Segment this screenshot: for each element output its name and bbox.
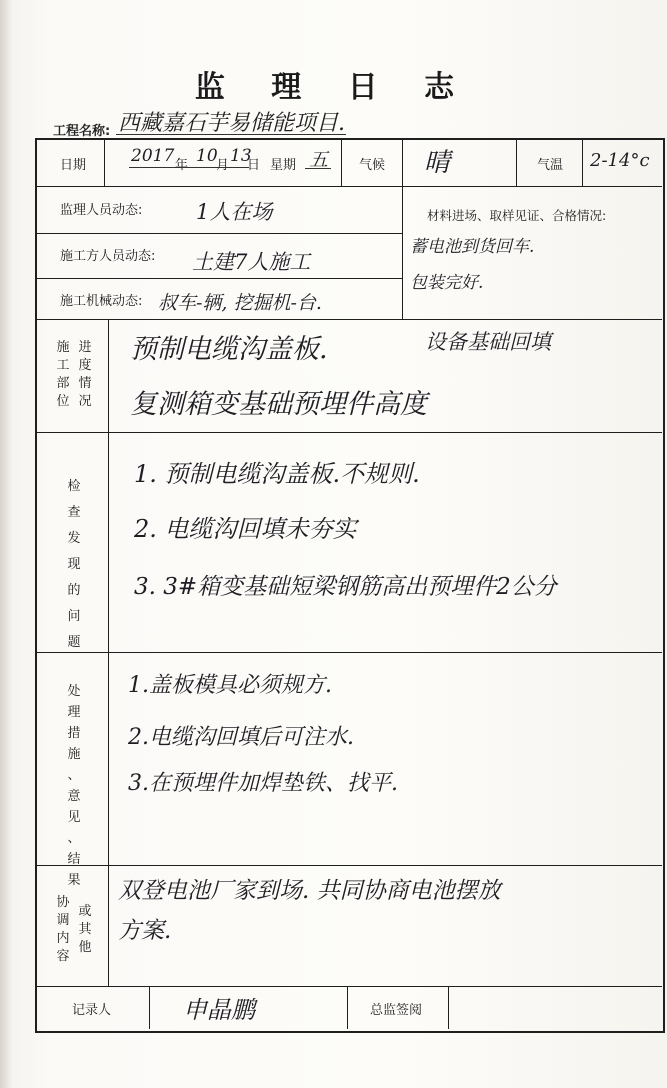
machinery-value: 叔车-辆, 挖掘机-台. <box>158 292 322 314</box>
handling-line: 2.电缆沟回填后可注水. <box>128 725 354 750</box>
date-day: 13 <box>230 146 252 166</box>
col-divider <box>108 319 109 986</box>
progress-line: 设备基础回填 <box>425 330 551 354</box>
temperature-label: 气温 <box>537 158 564 173</box>
col-divider <box>448 986 449 1029</box>
row-divider <box>36 432 662 433</box>
row-divider <box>36 865 662 866</box>
issue-line: 3. 3#箱变基础短梁钢筋高出预埋件2公分 <box>134 574 557 600</box>
contractor-value: 土建7人施工 <box>192 250 311 274</box>
machinery-label: 施工机械动态: <box>60 294 143 309</box>
weather-label: 气候 <box>359 158 386 173</box>
date-label: 日期 <box>60 158 87 173</box>
row-divider <box>36 233 402 234</box>
weekday-value: 五 <box>309 149 329 171</box>
temperature-value: 2-14°c <box>590 150 650 171</box>
page-title: 监 理 日 志 <box>194 70 473 105</box>
project-name-label: 工程名称: <box>53 124 111 139</box>
chief-review-label: 总监签阅 <box>370 1003 423 1018</box>
coordination-label-2: 或 其 他 <box>78 904 92 955</box>
recorder-signature: 申晶鹏 <box>183 996 255 1024</box>
row-divider <box>36 319 662 320</box>
month-unit: 月 <box>216 158 230 173</box>
date-year: 2017 <box>131 146 175 166</box>
materials-label: 材料进场、取样见证、合格情况: <box>427 208 607 223</box>
col-divider <box>149 986 150 1029</box>
coordination-line: 方案. <box>118 918 172 944</box>
handling-line: 1.盖板模具必须规方. <box>128 673 332 698</box>
materials-line: 蓄电池到货回车. <box>410 237 535 257</box>
progress-line: 预制电缆沟盖板. <box>130 334 328 365</box>
supervisor-value: 1人在场 <box>196 200 273 224</box>
supervisor-label: 监理人员动态: <box>60 203 143 218</box>
coordination-line: 双登电池厂家到场. 共同协商电池摆放 <box>118 878 501 904</box>
recorder-label: 记录人 <box>72 1003 112 1018</box>
weather-value: 晴 <box>424 148 451 178</box>
project-name-underline <box>116 134 346 135</box>
issue-line: 2. 电缆沟回填未夯实 <box>134 515 357 543</box>
year-unit: 年 <box>175 158 189 173</box>
progress-line: 复测箱变基础预埋件高度 <box>130 389 427 420</box>
page-edge-shadow <box>0 0 12 1088</box>
col-divider <box>402 139 403 319</box>
progress-label: 施 工 部 位 <box>56 340 70 409</box>
materials-line: 包装完好. <box>410 273 484 293</box>
row-divider <box>36 278 402 279</box>
coordination-label: 协 调 内 容 <box>56 895 70 964</box>
col-divider <box>582 139 583 186</box>
col-divider <box>516 139 517 186</box>
col-divider <box>347 986 348 1029</box>
col-divider <box>341 139 342 186</box>
contractor-label: 施工方人员动态: <box>60 249 156 264</box>
progress-label-2: 进 度 情 况 <box>78 340 92 409</box>
weekday-label: 星期 <box>270 158 297 173</box>
project-name-value: 西藏嘉石芋易储能项目. <box>118 111 345 136</box>
issues-label: 检 查 发 现 的 问 题 <box>67 479 81 650</box>
issue-line: 1. 预制电缆沟盖板.不规则. <box>134 460 420 488</box>
row-divider <box>36 652 662 653</box>
col-divider <box>104 139 105 186</box>
date-underline <box>129 167 249 168</box>
weekday-underline <box>305 168 331 169</box>
handling-line: 3.在预埋件加焊垫铁、找平. <box>128 771 398 796</box>
row-divider <box>36 186 662 187</box>
handling-label: 处 理 措 施 、 意 见 、 结 果 <box>67 684 81 888</box>
day-unit: 日 <box>247 158 261 173</box>
date-month: 10 <box>196 146 218 166</box>
row-divider <box>36 986 662 987</box>
